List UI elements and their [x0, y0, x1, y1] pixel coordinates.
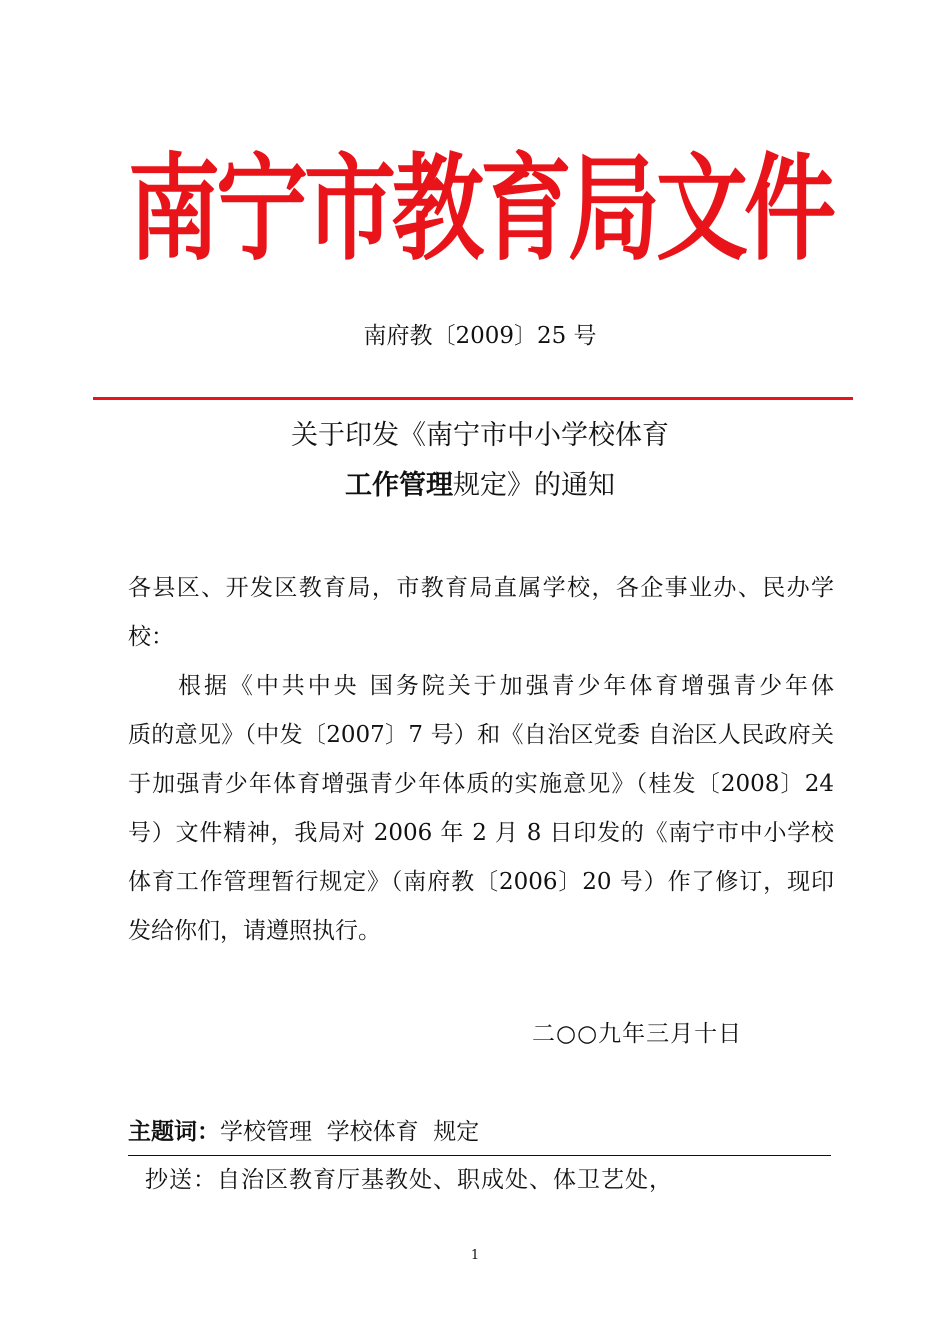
notice-title-bold-part: 工作管理: [345, 470, 453, 501]
addressee-line-2: 校：: [128, 624, 174, 650]
body-line: 体育工作管理暂行规定》（南府教〔2006〕20 号）作了修订，现印: [128, 869, 834, 895]
subject-keywords: [128, 1112, 479, 1152]
body-line: 发给你们，请遵照执行。: [128, 918, 381, 944]
keywords-value: 学校管理 学校体育 规定: [220, 1119, 480, 1145]
body-paragraph: [128, 662, 834, 956]
notice-title-line-2: [90, 466, 870, 506]
body-line: 于加强青少年体育增强青少年体质的实施意见》（桂发〔2008〕24: [128, 771, 834, 797]
cc-recipients: 抄送：自治区教育厅基教处、职成处、体卫艺处，: [145, 1167, 673, 1193]
page-number: 1: [470, 1248, 480, 1263]
body-line: 质的意见》（中发〔2007〕7 号）和《自治区党委 自治区人民政府关: [128, 722, 834, 748]
addressee: [128, 564, 834, 662]
header-red-rule: [93, 397, 853, 400]
issue-date: 二○○九年三月十日: [532, 1021, 743, 1047]
document-header-title: 南宁市教育局文件: [127, 142, 832, 276]
notice-title-line-1: 关于印发《南宁市中小学校体育: [291, 420, 669, 451]
keywords-divider: [128, 1155, 831, 1156]
body-line: 号）文件精神，我局对 2006 年 2 月 8 日印发的《南宁市中小学校: [128, 820, 834, 846]
notice-title-rest: 规定》的通知: [453, 470, 615, 501]
addressee-line-1: 各县区、开发区教育局，市教育局直属学校，各企事业办、民办学: [128, 575, 834, 601]
document-number: 南府教〔2009〕25 号: [363, 323, 597, 349]
keywords-label: 主题词：: [128, 1118, 220, 1145]
body-line: 根据《中共中央 国务院关于加强青少年体育增强青少年体: [178, 673, 834, 699]
